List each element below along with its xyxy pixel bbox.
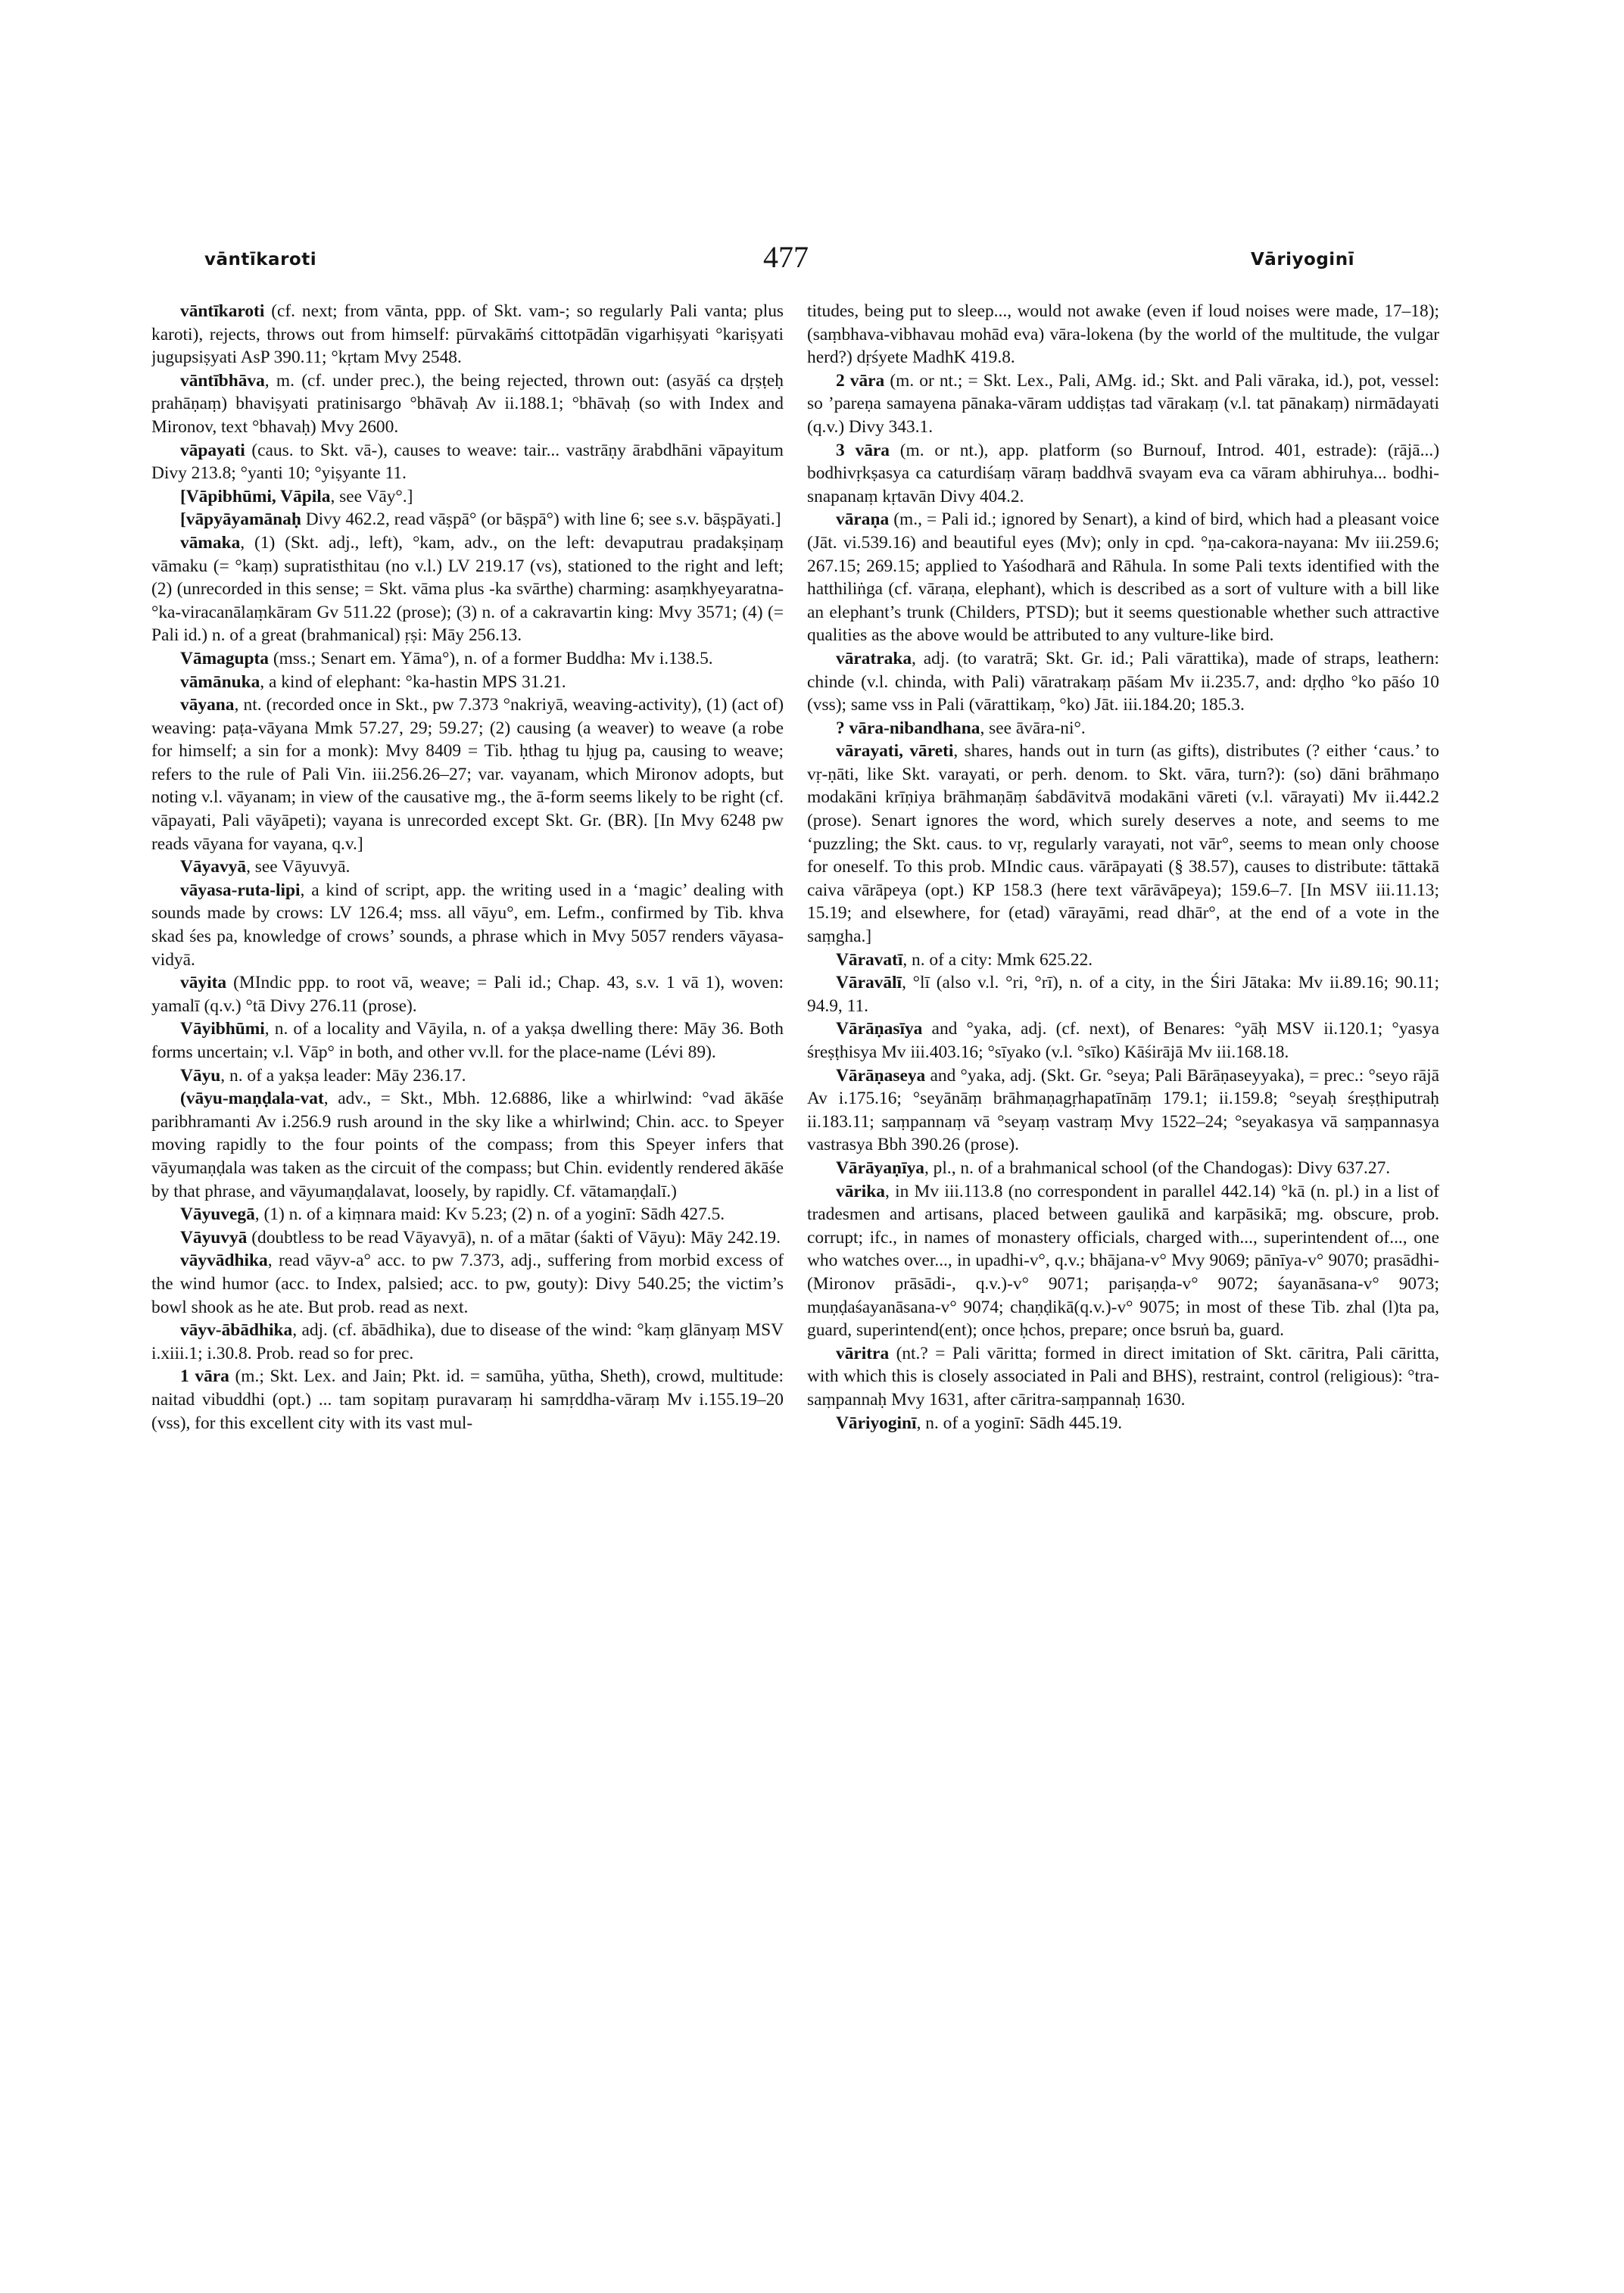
entry-text: , °lī (also v.l. °ri, °rī), n. of a city, in the Śiri Jātaka: Mv ii.89.16; 90.11; 94.9, 11. (807, 973, 1439, 1016)
left-column (151, 300, 784, 2147)
entry (807, 1157, 1439, 1180)
headword: 2 vāra (836, 370, 885, 391)
entry (807, 439, 1439, 509)
entry-text: , see āvāra-ni°. (980, 718, 1086, 738)
entry-continuation (807, 300, 1439, 369)
header-right-guideword: Vāriyoginī (1251, 250, 1354, 269)
entry (151, 485, 784, 509)
entry-text: , n. of a city: Mmk 625.22. (902, 949, 1093, 970)
headword: vāyana (180, 695, 235, 715)
entry-text: (cf. next; from vānta, ppp. of Skt. vam-; so regularly Pali vanta; plus karoti), rejects, throws out from himself: pūrvakāṁś cittotpādān vigarhiṣyati °kariṣyati jugupsiṣyati AsP 390.11; °kṛtam Mvy 2548. (151, 301, 784, 368)
entry (151, 1087, 784, 1203)
entry (151, 1017, 784, 1064)
entry-text: , see Vāyuvyā. (246, 857, 351, 877)
headword: Vāravatī (836, 949, 903, 970)
entry-text: , adj. (to varatrā; Skt. Gr. id.; Pali vārattika), made of straps, leathern: chinde (v.l. chinda, with Pali) vāratrakaṃ pāśam Mv ii.235.7, and: dṛḍho °ko pāśo 10 (vss); same vss in Pali (vārattikaṃ, °ko) Jāt. iii.184.20; 185.3. (807, 648, 1439, 715)
entry (807, 717, 1439, 740)
entry-text: , n. of a yakṣa leader: Māy 236.17. (220, 1065, 466, 1086)
entry (151, 671, 784, 694)
headword: vārayati, vāreti (836, 741, 954, 762)
headword: Vāyuvyā (180, 1227, 248, 1248)
entry-text: , shares, hands out in turn (as gifts), distributes (? either ‘caus.’ to vṛ-ṇāti, like Skt. varayati, or perh. denom. to Skt. vāra, turn?): (so) dāni brāhmaṇo modakāni krīṇiya brāhmaṇāṃ śabdāvitvā modakāni vāreti (v.l. vārayati) Mv ii.442.2 (prose). Senart ignores the word, which surely deserves a note, and seems to me ‘puzzling; the Skt. caus. to vṛ, regularly varayati, not vār°, seems to mean only choose for oneself. To this prob. MIndic caus. vārāpayati (§ 38.57), causes to distribute: tāttakā caiva vārāpeya (opt.) KP 158.3 (here text vārāvāpeya); 159.6–7. [In MSV iii.11.13; 15.19; and elsewhere, for (etad) vārayāmi, read dhār°, at the end of a vote in the saṃgha.] (807, 741, 1439, 947)
headword: Vārāṇasīya (836, 1019, 923, 1039)
entry (807, 1342, 1439, 1412)
right-column (807, 300, 1439, 2147)
headword: vāpayati (180, 440, 245, 460)
headword: Vāmagupta (180, 648, 269, 668)
running-header (151, 240, 1514, 282)
entry-text: (doubtless to be read Vāyavyā), n. of a mātar (śakti of Vāyu): Māy 242.19. (247, 1227, 781, 1248)
entry (807, 949, 1439, 972)
entry (807, 369, 1439, 439)
entry-text: (mss.; Senart em. Yāma°), n. of a former Buddha: Mv i.138.5. (268, 648, 713, 668)
headword: vāyv-ābādhika (180, 1320, 293, 1341)
headword: vāyvādhika (180, 1251, 268, 1271)
entry-text: titudes, being put to sleep..., would not awake (even if loud noises were made, 17–18); (saṃbhava-vibhavau mohād eva) vāra-lokena (by the world of the multitude, the vulgar herd?) dṛśyete MadhK 419.8. (807, 301, 1439, 368)
entry-text: , a kind of elephant: °ka-hastin MPS 31.21. (260, 671, 566, 692)
entry-text: , a kind of script, app. the writing used in a ‘magic’ dealing with sounds made by crows: LV 126.4; mss. all vāyu°, em. Lefm., confirmed by Tib. khva skad śes pa, knowledge of crows’ sounds, a phrase which in Mvy 5057 renders vāyasa-vidyā. (151, 880, 784, 970)
entry-text: (MIndic ppp. to root vā, weave; = Pali id.; Chap. 43, s.v. 1 vā 1), woven: yamalī (q.v.) °tā Divy 276.11 (prose). (151, 973, 784, 1016)
entry (151, 508, 784, 531)
entry (151, 1319, 784, 1365)
entry (151, 647, 784, 671)
entry-text: , (1) n. of a kiṃnara maid: Kv 5.23; (2) n. of a yoginī: Sādh 427.5. (254, 1204, 725, 1225)
entry-text: (nt.? = Pali vāritta; formed in direct imitation of Skt. cāritra, Pali cāritta, with which this is closely associated in Pali and BHS), restraint, control (religious): °tra-saṃpannaḥ Mvy 1631, after cāritra-saṃpannaḥ 1630. (807, 1343, 1439, 1410)
entry-text: (m. or nt.; = Skt. Lex., Pali, AMg. id.; Skt. and Pali vāraka, id.), pot, vessel: so ’pareṇa samayena pānaka-vāram uddiṣṭas tad vārakaṃ (v.l. tat pānakaṃ) nirmādayati (q.v.) Divy 343.1. (807, 370, 1439, 437)
headword: vārika (836, 1181, 885, 1201)
entry (151, 300, 784, 369)
entry (807, 647, 1439, 717)
entry (151, 1249, 784, 1319)
entry-text: , see Vāy°.] (330, 486, 413, 506)
headword: vāyita (180, 973, 227, 993)
headword: Vāravālī (836, 973, 902, 993)
headword: vāritra (836, 1343, 890, 1363)
entry-text: (caus. to Skt. vā-), causes to weave: tair... vastrāṇy ārabdhāni vāpayitum Divy 213.8; °yanti 10; °yiṣyante 11. (151, 440, 784, 484)
headword: vāntībhāva (180, 370, 265, 391)
entry (807, 1017, 1439, 1064)
entry (807, 1064, 1439, 1157)
entry (151, 369, 784, 439)
entry (151, 693, 784, 855)
page-number: 477 (763, 240, 809, 274)
entry (807, 971, 1439, 1017)
headword: vāraṇa (836, 509, 890, 530)
entry (151, 531, 784, 647)
entry (151, 1203, 784, 1226)
headword: (vāyu-maṇḍala-vat (180, 1089, 324, 1109)
entry (151, 855, 784, 879)
header-left-guideword: vāntīkaroti (204, 250, 317, 269)
entry (151, 879, 784, 971)
entry-text: (m.; Skt. Lex. and Jain; Pkt. id. = samūha, yūtha, Sheth), crowd, multitude: naitad vibuddhi (opt.) ... tam sopitaṃ puravaraṃ hi samṛddha-vāraṃ Mv i.155.19–20 (vss), for this excellent city with its vast mul- (151, 1366, 784, 1433)
entry (151, 1226, 784, 1250)
entry-text: Divy 462.2, read vāṣpā° (or bāṣpā°) with line 6; see s.v. bāṣpāyati.] (301, 509, 781, 530)
headword: ? vāra-nibandhana (836, 718, 980, 738)
entry-text: , read vāyv-a° acc. to pw 7.373, adj., suffering from morbid excess of the wind humor (acc. to Index, palsied; acc. to pw, gouty): Divy 540.25; the victim’s bowl shook as he ate. But prob. read as next. (151, 1251, 784, 1317)
headword: vāratraka (836, 648, 912, 668)
headword: vāmānuka (180, 671, 260, 692)
entry-text: , nt. (recorded once in Skt., pw 7.373 °nakriyā, weaving-activity), (1) (act of) weaving: paṭa-vāyana Mmk 57.27, 29; 59.27; (2) causing (a weaver) to weave (a robe for himself; a sin for a monk): Mvy 8409 = Tib. ḥthag tu ḥjug pa, causing to weave; refers to the rule of Pali Vin. iii.256.26–27; var. vayanam, which Mironov adopts, but noting v.l. vāyanam; in view of the causative mg., the ā-form seems likely to be right (cf. vāpayati, Pali vāyāpeti); vayana is unrecorded except Skt. Gr. (BR). [In Mvy 6248 pw reads vāyana for vayana, q.v.] (151, 695, 784, 854)
entry (151, 1064, 784, 1088)
entry-text: , in Mv iii.113.8 (no correspondent in parallel 442.14) °kā (n. pl.) in a list of tradesmen and artisans, placed between gaulikā and karpāsikā; mg. obscure, prob. corrupt; ifc., in names of monastery officials, charged with..., superintendent of..., one who watches over..., in upadhi-v°, q.v.; bhājana-v° Mvy 9069; pānīya-v° 9070; prasādhi-(Mironov prāsādi-, q.v.)-v° 9071; pariṣaṇḍa-v° 9072; śayanāsana-v° 9073; muṇḍaśayanāsana-v° 9074; chaṇḍikā(q.v.)-v° 9075; in most of these Tib. zhal (l)ta pa, guard, superintend(ent); once ḥchos, prepare; once bsruṅ ba, guard. (807, 1181, 1439, 1341)
headword: [vāpyāyamānaḥ (180, 509, 301, 530)
headword: 3 vāra (836, 440, 890, 460)
headword: Vāyuvegā (180, 1204, 255, 1225)
headword: Vārāyaṇīya (836, 1157, 924, 1178)
entry-text: , n. of a yoginī: Sādh 445.19. (916, 1413, 1123, 1433)
entry (807, 508, 1439, 647)
entry (151, 971, 784, 1017)
entry-text: , pl., n. of a brahmanical school (of the Chandogas): Divy 637.27. (924, 1157, 1391, 1178)
entry (151, 439, 784, 485)
headword: 1 vāra (180, 1366, 229, 1387)
headword: [Vāpibhūmi, Vāpila (180, 486, 331, 506)
entry (807, 1180, 1439, 1342)
headword: vāyasa-ruta-lipi (180, 880, 301, 900)
headword: Vārāṇaseya (836, 1065, 926, 1086)
entry-text: , n. of a locality and Vāyila, n. of a yakṣa dwelling there: Māy 36. Both forms uncertain; v.l. Vāp° in both, and other vv.ll. for the place-name (Lévi 89). (151, 1019, 784, 1062)
headword: vāmaka (180, 532, 241, 553)
headword: Vāyibhūmi (180, 1019, 265, 1039)
entry-text: , adv., = Skt., Mbh. 12.6886, like a whirlwind: °vad ākāśe paribhramanti Av i.256.9 rush around in the sky like a whirlwind; Chin. acc. to Speyer moving rapidly to the four points of the compass; from this Speyer infers that vāyumaṇḍala was taken as the circuit of the compass; but Chin. evidently rendered ākāśe by that phrase, and vāyumaṇḍalavat, loosely, by rapidly. Cf. vātamaṇḍalī.) (151, 1089, 784, 1201)
entry-text: and °yaka, adj. (cf. next), of Benares: °yāḥ MSV ii.120.1; °yasya śreṣṭhisya Mv iii.403.16; °sīyako (v.l. °sīko) Kāśirājā Mv iii.168.18. (807, 1019, 1439, 1062)
headword: vāntīkaroti (180, 301, 265, 321)
headword: Vāyavyā (180, 857, 247, 877)
entry (807, 740, 1439, 948)
headword: Vāyu (180, 1065, 221, 1086)
entry-text: (m. or nt.), app. platform (so Burnouf, Introd. 401, estrade): (rājā...) bodhivṛkṣasya ca caturdiśaṃ vāraṃ baddhvā svayam eva ca vāram abhiruhya... bodhi-snapanaṃ kṛtavān Divy 404.2. (807, 440, 1439, 506)
entry (807, 1412, 1439, 1435)
entry-text: , m. (cf. under prec.), the being rejected, thrown out: (asyāś ca dṛṣṭeḥ prahāṇaṃ) bhaviṣyati pratinisargo °bhāvaḥ Av ii.188.1; °bhāvaḥ (so with Index and Mironov, text °bhavaḥ) Mvy 2600. (151, 370, 784, 437)
entry (151, 1365, 784, 1435)
entry-text: and °yaka, adj. (Skt. Gr. °seya; Pali Bārāṇaseyyaka), = prec.: °seyo rājā Av i.175.16; °seyānāṃ brāhmaṇagṛhapatīnāṃ 179.1; ii.159.8; °seyaḥ śreṣṭhiputraḥ ii.183.11; saṃpannaṃ vā °seyaṃ vastraṃ Mvy 1522–24; °seyakasya vā saṃpannasya vastrasya Bbh 390.26 (prose). (807, 1065, 1439, 1155)
entry-text: , (1) (Skt. adj., left), °kam, adv., on the left: devaputrau pradakṣiṇaṃ vāmaku (= °kaṃ) supratisthitau (no v.l.) LV 219.17 (vs), stationed to the right and left; (2) (unrecorded in this sense; = Skt. vāma plus -ka svārthe) charming: asaṃkhyeyaratna-°ka-viracanālaṃkāram Gv 511.22 (prose); (3) n. of a cakravartin king: Mvy 3571; (4) (= Pali id.) n. of a great (brahmanical) ṛṣi: Māy 256.13. (151, 532, 784, 646)
headword: Vāriyoginī (836, 1413, 917, 1433)
entry-text: , adj. (cf. ābādhika), due to disease of the wind: °kaṃ glānyaṃ MSV i.xiii.1; i.30.8. Prob. read so for prec. (151, 1320, 784, 1363)
entry-text: (m., = Pali id.; ignored by Senart), a kind of bird, which had a pleasant voice (Jāt. vi.539.16) and beautiful eyes (Mv); only in cpd. °ṇa-cakora-nayana: Mv iii.259.6; 267.15; 269.15; applied to Yaśodharā and Rāhula. In some Pali texts identified with the hatthiliṅga (cf. vāraṇa, elephant), which is described as a sort of vulture with a bill like an elephant’s trunk (Childers, PTSD); but it seems questionable whether such attractive qualities as the above would be attributed to any vulture-like bird. (807, 509, 1439, 646)
